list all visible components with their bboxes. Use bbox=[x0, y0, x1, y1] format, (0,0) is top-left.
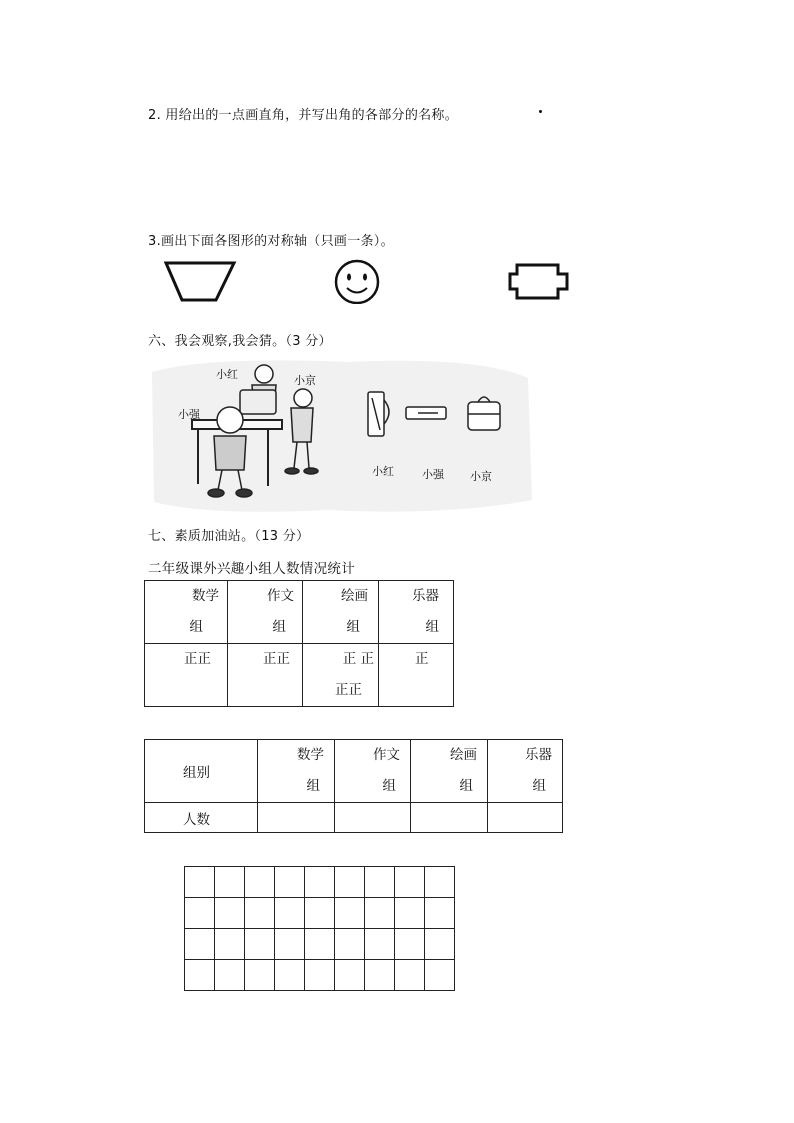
scene-label-xiaojing: 小京 bbox=[294, 374, 316, 387]
schoolbag-icon bbox=[468, 397, 500, 430]
smiley-face-shape bbox=[336, 261, 378, 303]
cross-shape bbox=[510, 265, 567, 298]
table-caption: 二年级课外兴趣小组人数情况统计 bbox=[148, 561, 355, 577]
pencil-case-flat-icon bbox=[406, 407, 446, 419]
header-writing: 作文 组 bbox=[228, 581, 303, 644]
tally-math: 正正 bbox=[145, 644, 228, 707]
tally-table bbox=[144, 580, 454, 707]
tally-writing: 正正 bbox=[228, 644, 303, 707]
count-cell-math[interactable] bbox=[258, 803, 335, 833]
header-music: 乐器 组 bbox=[379, 581, 454, 644]
section-6-title: 六、我会观察,我会猜。（3 分） bbox=[148, 334, 332, 349]
symmetry-shapes bbox=[160, 258, 580, 304]
row-header-count: 人数 bbox=[145, 803, 258, 833]
count-cell-drawing[interactable] bbox=[411, 803, 488, 833]
count-header-math: 数学 组 bbox=[258, 740, 335, 803]
tally-music: 正 bbox=[379, 644, 454, 707]
section-7-title: 七、素质加油站。（13 分） bbox=[148, 529, 310, 544]
count-header-writing: 作文 组 bbox=[335, 740, 411, 803]
count-cell-music[interactable] bbox=[488, 803, 563, 833]
observation-scene bbox=[148, 350, 534, 516]
row-header-group: 组别 bbox=[145, 740, 258, 803]
trapezoid-shape bbox=[166, 263, 234, 300]
count-header-drawing: 绘画 组 bbox=[411, 740, 488, 803]
blank-chart-grid[interactable] bbox=[184, 866, 455, 991]
scene-label-xiaohong: 小红 bbox=[216, 368, 238, 381]
tally-drawing: 正 正 正正 bbox=[303, 644, 379, 707]
item-label-3: 小京 bbox=[470, 470, 492, 483]
scene-label-xiaoqiang: 小强 bbox=[178, 408, 200, 421]
count-cell-writing[interactable] bbox=[335, 803, 411, 833]
count-table bbox=[144, 739, 563, 833]
header-drawing: 绘画 组 bbox=[303, 581, 379, 644]
header-math: 数学 组 bbox=[145, 581, 228, 644]
item-label-1: 小红 bbox=[372, 465, 394, 478]
question-2: 2. 用给出的一点画直角，并写出角的各部分的名称。 bbox=[148, 108, 459, 123]
count-header-music: 乐器 组 bbox=[488, 740, 563, 803]
given-point bbox=[539, 110, 542, 113]
item-label-2: 小强 bbox=[422, 468, 444, 481]
question-3: 3.画出下面各图形的对称轴（只画一条）。 bbox=[148, 234, 394, 249]
